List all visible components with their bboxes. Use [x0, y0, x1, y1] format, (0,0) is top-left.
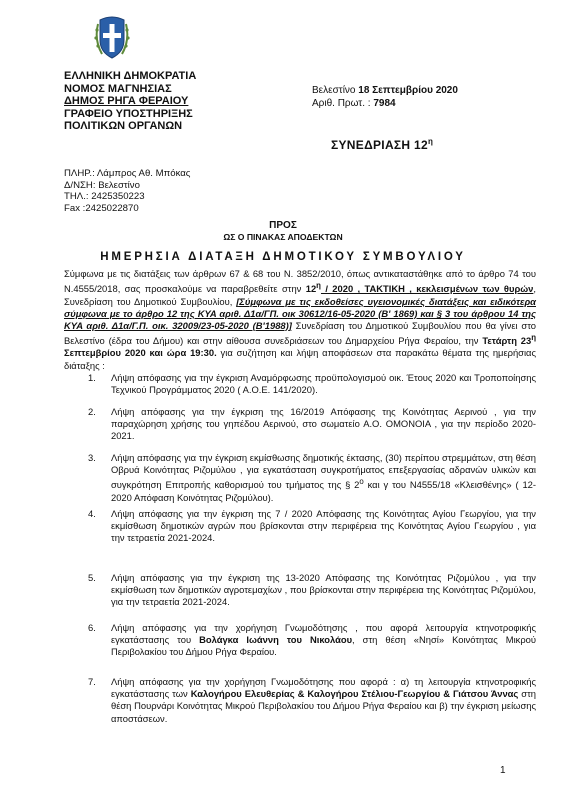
intro-text-2: , Συνεδρίαση του Δημοτικού Συμβουλίου, — [64, 283, 536, 307]
contact-block — [64, 168, 304, 214]
agenda-item-number: 2. — [88, 406, 96, 417]
agenda-item-text-part: Λήψη απόφασης για την έγκριση της 7 / 2020 Απόφασης της Κοινότητας Αγίου Γεωργίου, για την εκμίσθωση δημοτικών αγρών που βρίσκονται στην περιφέρεια της Κοινότητας Αγίου Γεωργίου , για την τετραετία 2021-2024. — [111, 508, 536, 544]
meeting-day-sup: η — [531, 333, 536, 343]
contact-phone: ΤΗΛ.: 2425350223 — [64, 191, 145, 202]
agenda-item-7 — [64, 676, 536, 725]
agenda-item-text-part: , στη θέση «Νησί» Κοινότητας Μικρού Περιβολακίου του Δήμου Ρήγα Φεραίου. — [111, 634, 537, 658]
contact-fax: Fax :2425022870 — [64, 202, 139, 214]
agenda-item-text-part: Λήψη απόφασης για την χορήγηση Γνωμοδότησης , που αφορά λειτουργία κτηνοτροφικής εγκατάστασης του — [111, 622, 536, 646]
session-ref-num: 12 — [305, 283, 317, 295]
issuer-block — [64, 70, 304, 133]
contact-address: Δ/ΝΣΗ: Βελεστίνο — [64, 179, 140, 191]
coat-of-arms-icon — [92, 14, 132, 66]
org-line-1: ΕΛΛΗΝΙΚΗ ΔΗΜΟΚΡΑΤΙΑ — [64, 70, 197, 82]
agenda-item-1 — [64, 372, 536, 396]
agenda-item-text-part: Λήψη απόφασης για την έγκριση Αναμόρφωσης προϋπολογισμού οικ. Έτους 2020 και Τροποποίησης Τεχνικού Προγράμματος 2020 ( Α.Ο.Ε. 141/2020). — [111, 372, 536, 396]
agenda-item-text-part: ο — [359, 477, 364, 487]
to-label: ΠΡΟΣ — [269, 220, 297, 231]
agenda-item-number: 6. — [88, 622, 96, 633]
agenda-item-text — [111, 406, 536, 443]
date-line — [312, 84, 552, 97]
agenda-item-text-part: Λήψη απόφασης για την χορήγηση Γνωμοδότησης που αφορά : α) τη λειτουργία κτηνοτροφικής εγκατάστασης των — [111, 676, 536, 700]
meeting-day-rest: Σεπτεμβρίου 2020 και ώρα 19:30. — [64, 347, 217, 359]
agenda-item-text-part: Λήψη απόφασης για την έγκριση της 13-2020 Απόφασης της Κοινότητας Ριζομύλου , για την εκμίσθωση των δημοτικών αγροτεμαχίων , που βρίσκονται στην περιφέρεια της Κοινότητας Ριζομύλου, για την τετραετία 2021-2024. — [111, 572, 536, 608]
agenda-item-number: 1. — [88, 372, 96, 383]
intro-text-3: Συνεδρίαση του Δημοτικού Συμβουλίου που θα γίνει στο Βελεστίνο (έδρα του Δήμου) και στην αίθουσα συνεδριάσεων του Δημαρχείου Ρήγα Φεραίου, την — [64, 319, 536, 347]
agenda-item-3 — [64, 452, 536, 504]
agenda-item-number: 3. — [88, 452, 96, 463]
agenda-item-4 — [64, 508, 536, 545]
agenda-item-2 — [64, 406, 536, 443]
agenda-item-text-part: Βολάγκα Ιωάννη του Νικολάου — [199, 634, 353, 646]
session-ref — [306, 283, 534, 294]
session-sup: η — [427, 137, 434, 146]
intro-text-1: Σύμφωνα με τις διατάξεις των άρθρων 67 & 68 του Ν. 3852/2010, όπως αντικαταστάθηκε από το άρθρο 74 του Ν.4555/2018, σας προσκαλούμε να παραβρεθείτε στην — [64, 268, 536, 295]
place-label: Βελεστίνο — [312, 85, 359, 96]
agenda-item-text — [111, 622, 536, 659]
agenda-item-text — [111, 572, 536, 609]
document-title: ΗΜΕΡΗΣΙΑ ΔΙΑΤΑΞΗ ΔΗΜΟΤΙΚΟΥ ΣΥΜΒΟΥΛΙΟΥ — [100, 251, 466, 263]
org-line-4: ΓΡΑΦΕΙΟ ΥΠΟΣΤΗΡΙΞΗΣ — [64, 107, 193, 120]
agenda-item-number: 4. — [88, 508, 96, 519]
agenda-item-text-part: και γ του Ν4555/18 «Κλεισθένης» ( 12-2020 Απόφαση Κοινότητας Ριζομύλου). — [111, 479, 537, 503]
agenda-item-number: 5. — [88, 572, 96, 583]
org-line-3: ΔΗΜΟΣ ΡΗΓΑ ΦΕΡΑΙΟΥ — [64, 95, 189, 107]
session-number — [331, 137, 433, 152]
date-protocol-block — [312, 84, 552, 110]
agenda-item-text-part: Λήψη απόφασης για την έγκριση της 16/2019 Απόφασης της Κοινότητας Αερινού , για την παραχώρηση χρήσης του γηπέδου Αερινού, στο σωματείο Α.Ο. ΟΜΟΝΟΙΑ , για την περίοδο 2020-2021. — [111, 406, 536, 442]
agenda-item-5 — [64, 572, 536, 609]
protocol-number: 7984 — [373, 98, 396, 109]
intro-paragraph — [64, 268, 536, 372]
protocol-line — [312, 97, 552, 110]
legal-reference: [Σύμφωνα με τις εκδοθείσες υγειονομικές διατάξεις και ειδικότερα σύμφωνα με το άρθρο 12 της ΚΥΑ αριθ. Δ1α/ΓΠ. οικ 30612/16-05-2020 (Β' 1869) και § 3 του άρθρου 14 της ΚΥΑ αριθ. Δ1α/Γ.Π. οικ. 32009/23-05-2020 (Β'1988)] — [64, 295, 536, 331]
org-line-5: ΠΟΛΙΤΙΚΩΝ ΟΡΓΑΝΩΝ — [64, 120, 183, 132]
agenda-item-text-part: στη θέση Πουρνάρι Κοινότητας Μικρού Περιβολακίου του Δήμου Ρήγα Φεραίου και β) την έγκριση μείωσης αποστάσεων. — [111, 688, 536, 724]
org-line-2: ΝΟΜΟΣ ΜΑΓΝΗΣΙΑΣ — [64, 82, 172, 95]
agenda-item-text — [111, 452, 536, 504]
agenda-item-text-part: Καλογήρου Ελευθερίας & Καλογήρου Στέλιου-Γεωργίου & Γιάτσου Άννας — [190, 688, 519, 700]
contact-person: ΠΛΗΡ.: Λάμπρος Αθ. Μπόκας — [64, 168, 191, 179]
intro-text-4: για συζήτηση και λήψη αποφάσεων στα παρακάτω θέματα της ημερήσιας διάταξης : — [64, 347, 536, 371]
meeting-day: Τετάρτη 23 — [482, 335, 532, 347]
recipients-line: ΩΣ Ο ΠΙΝΑΚΑΣ ΑΠΟΔΕΚΤΩΝ — [223, 232, 343, 242]
session-ref-sup: η — [316, 281, 321, 291]
agenda-item-text — [111, 372, 536, 396]
session-ref-rest: / 2020 , ΤΑΚΤΙΚΗ , κεκλεισμένων των θυρών — [320, 283, 534, 295]
agenda-item-number: 7. — [88, 676, 96, 687]
agenda-item-text — [111, 676, 536, 725]
agenda-item-text-part: Λήψη απόφασης για την έγκριση εκμίσθωσης δημοτικής έκτασης, (30) περίπου στρεμμάτων, στη θέση Οβρυά Κοινότητας Ριζομύλου , για εγκατάσταση συγκροτήματος επεξεργασίας αδρανών υλικών και συγκρότηση Επιτροπής καθορισμού του τμήματος της § 2 — [111, 452, 536, 491]
document-date: 18 Σεπτεμβρίου 2020 — [358, 85, 458, 96]
agenda-item-6 — [64, 622, 536, 659]
protocol-label: Αριθ. Πρωτ. : — [312, 98, 374, 109]
page-number: 1 — [500, 765, 506, 776]
agenda-item-text — [111, 508, 536, 545]
session-label: ΣΥΝΕΔΡΙΑΣΗ 12 — [331, 138, 428, 152]
